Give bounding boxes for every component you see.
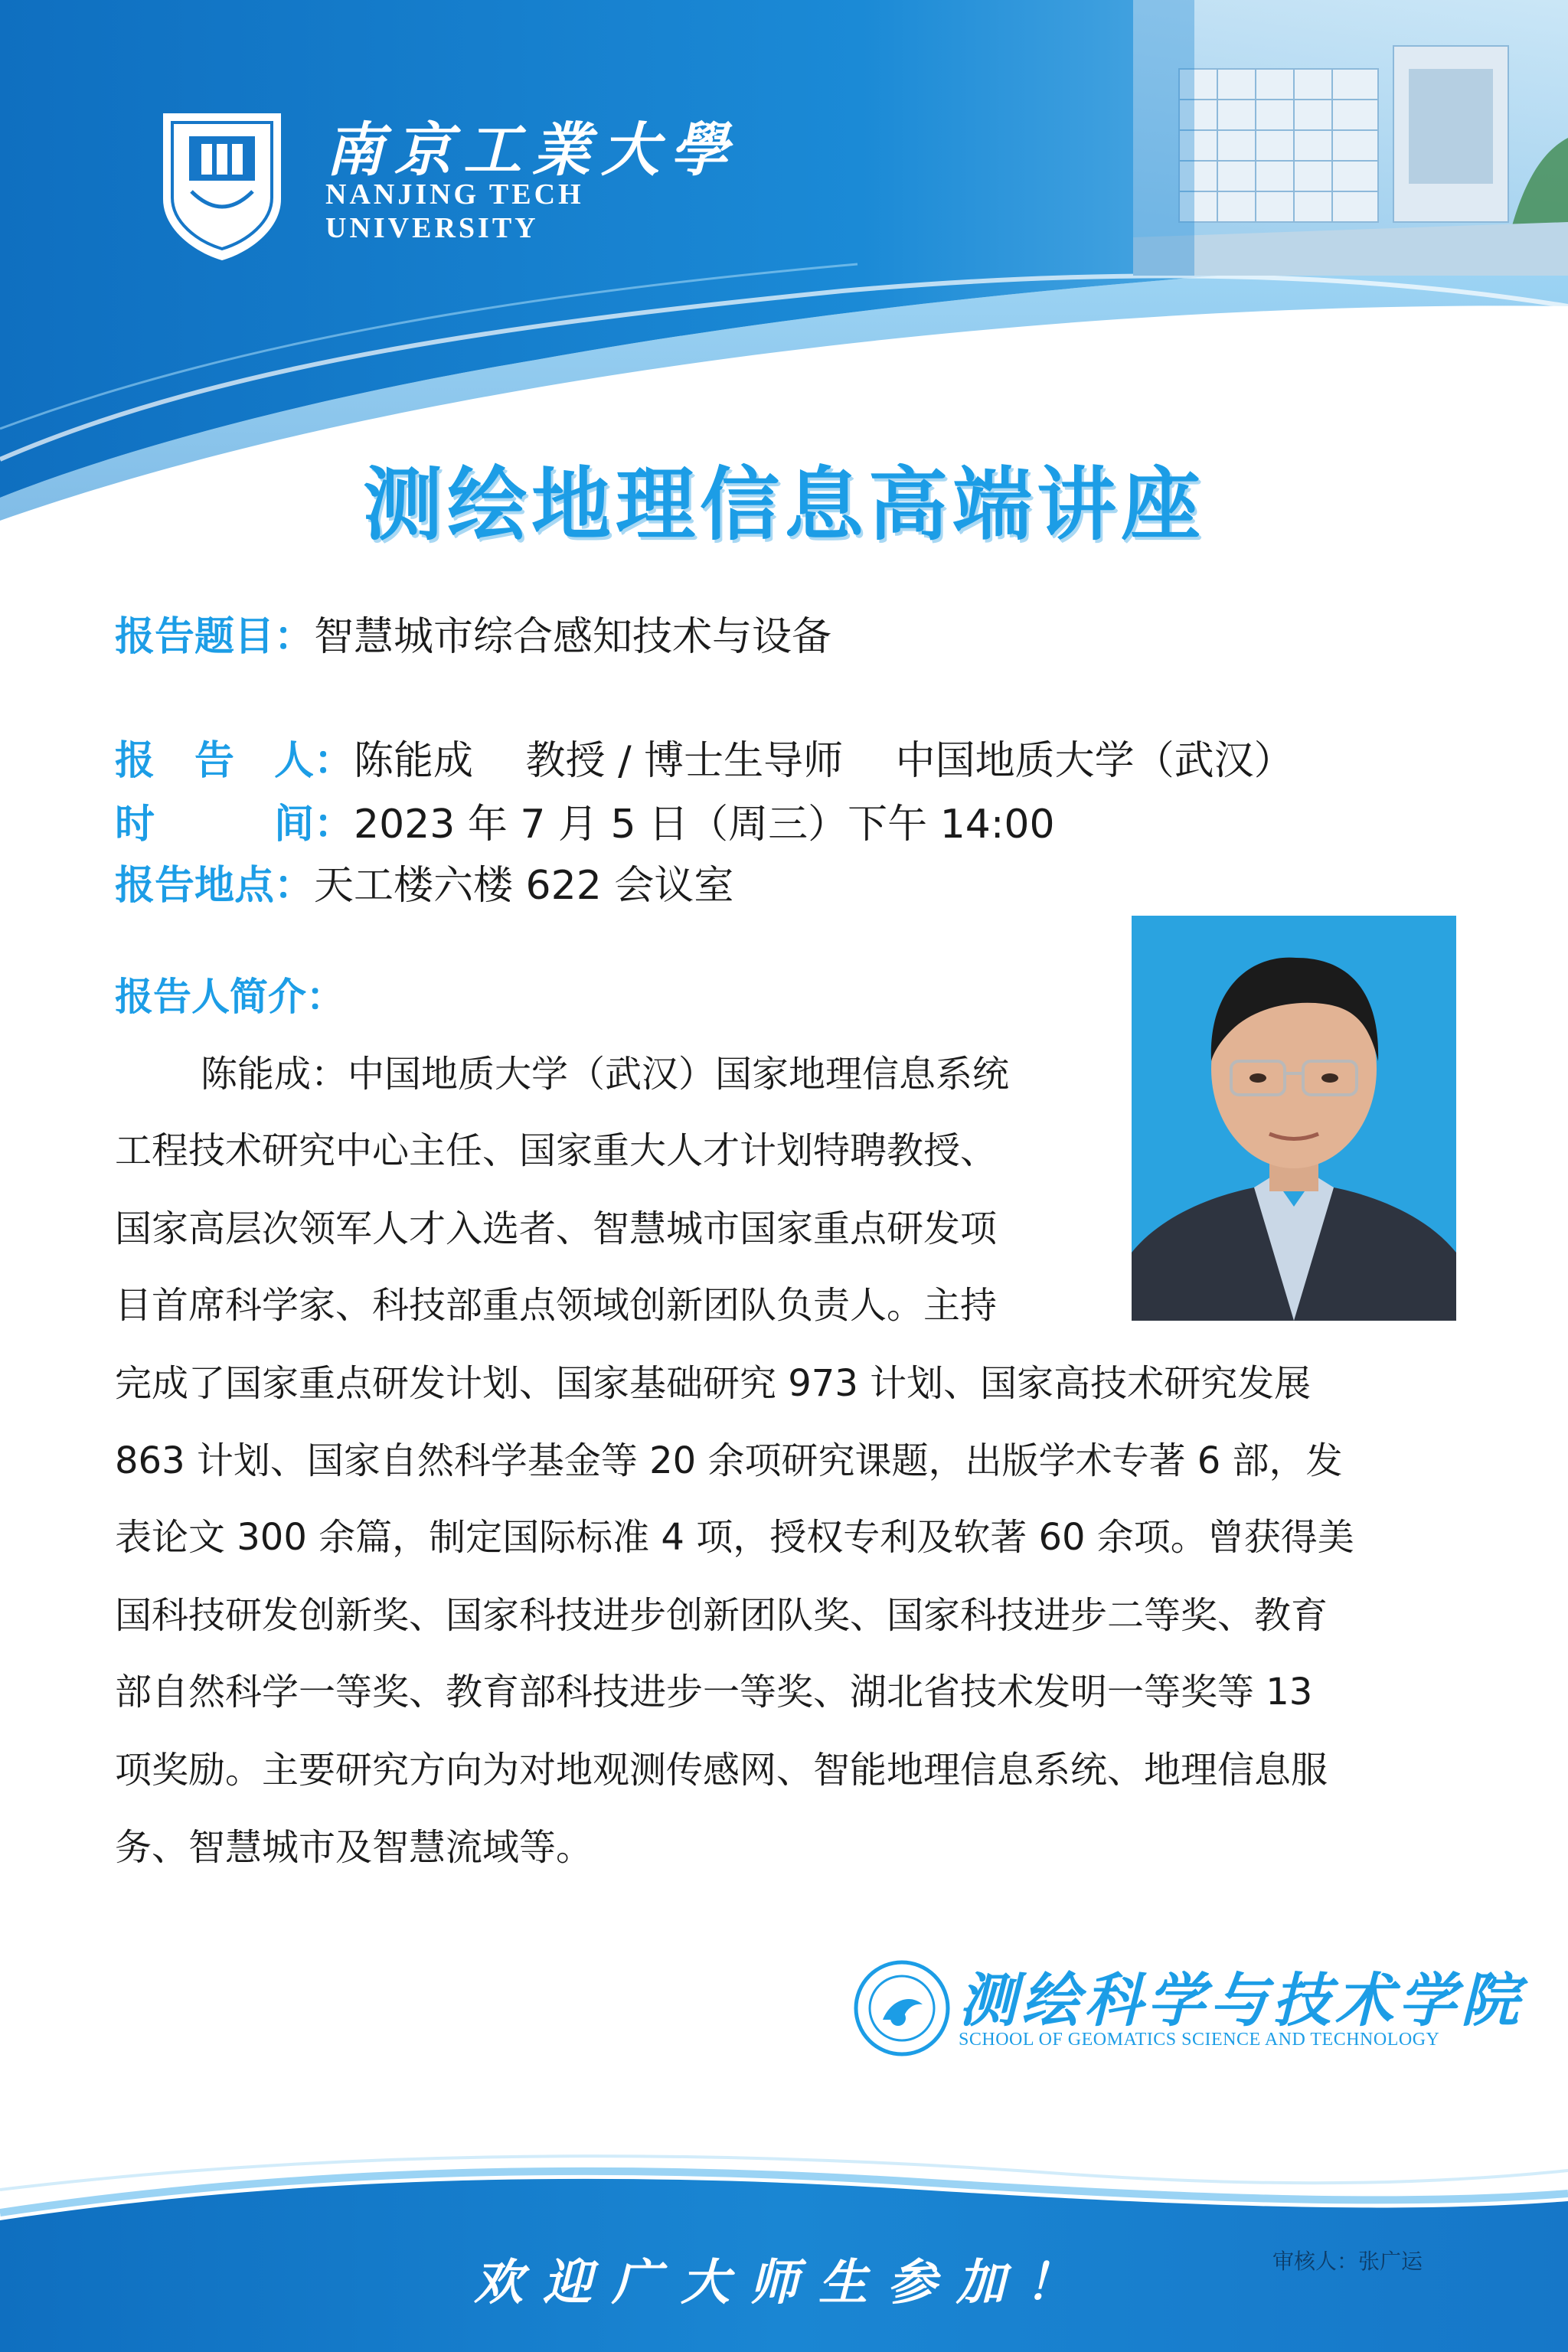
university-name-en-line1: NANJING TECH	[325, 178, 584, 211]
place-row	[115, 861, 733, 910]
bio-line: 国家高层次领军人才入选者、智慧城市国家重点研发项	[115, 1207, 998, 1250]
bio-line: 工程技术研究中心主任、国家重大人才计划特聘教授、	[115, 1129, 998, 1172]
bio-line: 部自然科学一等奖、教育部科技进步一等奖、湖北省技术发明一等奖等 13	[115, 1671, 1313, 1713]
bio-line: 项奖励。主要研究方向为对地观测传感网、智能地理信息系统、地理信息服	[115, 1749, 1328, 1792]
campus-building-image	[1133, 0, 1568, 276]
speaker-row	[115, 737, 1294, 786]
university-emblem-icon	[157, 107, 287, 264]
topic-label: 报告题目：	[115, 614, 315, 660]
place-label: 报告地点：	[115, 863, 315, 909]
bio-line: 863 计划、国家自然科学基金等 20 余项研究课题，出版学术专著 6 部，发	[115, 1439, 1343, 1482]
reviewer-note: 审核人：张广运	[1272, 2249, 1423, 2274]
speaker-label: 报 告 人：	[115, 738, 354, 784]
bio-line: 表论文 300 余篇，制定国际标准 4 项，授权专利及软著 60 余项。曾获得美	[115, 1516, 1354, 1559]
school-name-cn: 测绘科学与技术学院	[959, 1966, 1524, 2034]
time-label: 时 间：	[115, 802, 354, 848]
time-row	[115, 800, 1055, 849]
topic-value: 智慧城市综合感知技术与设备	[314, 614, 832, 660]
school-emblem-icon	[852, 1958, 952, 2058]
university-name-en-line2: UNIVERSITY	[325, 212, 539, 244]
school-name-en: SCHOOL OF GEOMATICS SCIENCE AND TECHNOLOGY	[959, 2030, 1440, 2050]
university-name-cn: 南京工業大學	[325, 116, 739, 184]
bio-line: 目首席科学家、科技部重点领域创新团队负责人。主持	[115, 1284, 998, 1327]
time-value: 2023 年 7 月 5 日（周三）下午 14:00	[354, 802, 1055, 848]
bio-line: 国科技研发创新奖、国家科技进步创新团队奖、国家科技进步二等奖、教育	[115, 1594, 1328, 1637]
speaker-photo	[1132, 916, 1456, 1321]
bio-line: 陈能成：中国地质大学（武汉）国家地理信息系统	[201, 1053, 1010, 1096]
speaker-value: 陈能成 教授 / 博士生导师 中国地质大学（武汉）	[354, 738, 1294, 784]
lecture-title: 测绘地理信息高端讲座	[362, 458, 1205, 551]
place-value: 天工楼六楼 622 会议室	[314, 863, 734, 909]
welcome-slogan: 欢迎广大师生参加！	[474, 2254, 1094, 2311]
footer-banner	[0, 2128, 1568, 2352]
bio-line: 务、智慧城市及智慧流域等。	[115, 1826, 593, 1869]
bio-line: 完成了国家重点研发计划、国家基础研究 973 计划、国家高技术研究发展	[115, 1362, 1312, 1405]
bio-label: 报告人简介：	[115, 975, 345, 1019]
topic-row	[115, 612, 831, 662]
